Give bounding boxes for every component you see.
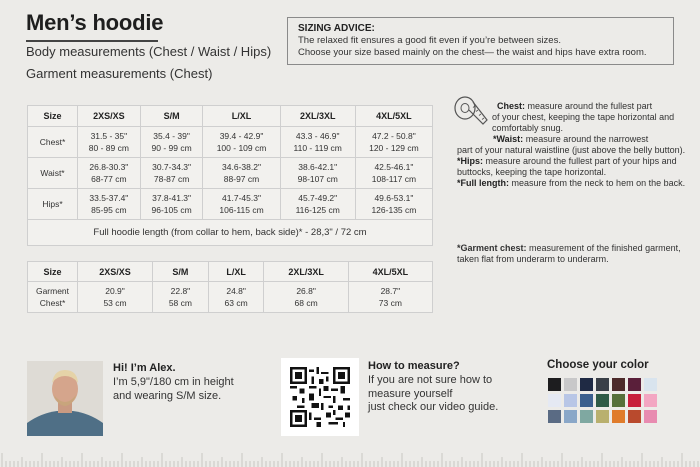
table-row-garment-chest — [28, 282, 433, 313]
color-swatch[interactable] — [580, 394, 593, 407]
table-cell: 31.5 - 35" 80 - 89 cm — [78, 127, 141, 158]
video-guide-qr-code[interactable] — [281, 358, 359, 436]
table-header-row — [28, 106, 433, 127]
size-header: 2XS/XS — [78, 262, 153, 282]
table-cell: 24.8" 63 cm — [208, 282, 264, 313]
table-cell: 45.7-49.2" 116-125 cm — [280, 189, 355, 220]
color-swatch[interactable] — [564, 378, 577, 391]
qr-code-icon — [290, 367, 350, 427]
color-swatch[interactable] — [628, 378, 641, 391]
color-swatch[interactable] — [596, 410, 609, 423]
color-swatch[interactable] — [548, 378, 561, 391]
size-header: 2XS/XS — [78, 106, 141, 127]
table-cell: 43.3 - 46.9" 110 - 119 cm — [280, 127, 355, 158]
size-header: S/M — [140, 106, 203, 127]
body-measurements-table — [27, 105, 433, 246]
model-height: I’m 5,9"/180 cm in height — [113, 376, 234, 388]
color-swatch-grid — [548, 378, 664, 423]
color-swatch[interactable] — [644, 394, 657, 407]
model-size: and wearing S/M size. — [113, 390, 222, 402]
color-swatch[interactable] — [596, 378, 609, 391]
color-swatch[interactable] — [628, 410, 641, 423]
model-photo — [27, 361, 103, 436]
row-label: Hips* — [28, 189, 78, 220]
sizing-advice-box — [287, 17, 674, 65]
color-swatch[interactable] — [564, 394, 577, 407]
table-cell: 41.7-45.3" 106-115 cm — [203, 189, 280, 220]
size-column-header: Size — [28, 262, 78, 282]
table-cell: 47.2 - 50.8" 120 - 129 cm — [355, 127, 432, 158]
table-header-row — [28, 262, 433, 282]
color-swatch[interactable] — [644, 378, 657, 391]
table-cell: 26.8-30.3" 68-77 cm — [78, 158, 141, 189]
color-swatch[interactable] — [548, 394, 561, 407]
table-cell: 38.6-42.1" 98-107 cm — [280, 158, 355, 189]
waist-instruction: *Waist: measure around the narrowest — [493, 134, 649, 144]
full-length-note: Full hoodie length (from collar to hem, back side)* - 28,3" / 72 cm — [28, 220, 433, 246]
measuring-instructions — [457, 101, 687, 189]
table-cell: 37.8-41.3" 96-105 cm — [140, 189, 203, 220]
table-cell: 34.6-38.2" 88-97 cm — [203, 158, 280, 189]
title-underline — [26, 40, 158, 42]
ruler-decoration — [0, 444, 700, 467]
garment-chest-instruction: *Garment chest: measurement of the finished garment, taken flat from underarm to underarm. — [457, 243, 681, 264]
size-header: 2XL/3XL — [280, 106, 355, 127]
color-picker-title: Choose your color — [547, 359, 649, 371]
page-title: Men’s hoodie — [26, 10, 164, 35]
table-cell: 22.8" 58 cm — [153, 282, 209, 313]
table-row-waist — [28, 158, 433, 189]
table-cell: 39.4 - 42.9" 100 - 109 cm — [203, 127, 280, 158]
how-to-measure-text: If you are not sure how to — [368, 374, 493, 386]
row-label: Garment Chest* — [28, 282, 78, 313]
size-header: 4XL/5XL — [355, 106, 432, 127]
color-swatch[interactable] — [644, 410, 657, 423]
table-cell: 26.8" 68 cm — [264, 282, 348, 313]
color-swatch[interactable] — [612, 410, 625, 423]
how-to-measure-text: just check our video guide. — [368, 401, 499, 413]
size-header: S/M — [153, 262, 209, 282]
how-to-measure-title: How to measure? — [368, 360, 460, 372]
size-header: 2XL/3XL — [264, 262, 348, 282]
color-swatch[interactable] — [628, 394, 641, 407]
color-swatch[interactable] — [564, 410, 577, 423]
how-to-measure-text: measure yourself — [368, 388, 453, 400]
sizing-advice-heading: SIZING ADVICE: — [298, 23, 375, 34]
table-cell: 35.4 - 39" 90 - 99 cm — [140, 127, 203, 158]
size-column-header: Size — [28, 106, 78, 127]
table-cell: 28.7" 73 cm — [348, 282, 432, 313]
model-greeting: Hi! I’m Alex. — [113, 362, 176, 374]
sizing-advice-line: Choose your size based mainly on the chest— the waist and hips have extra room. — [298, 46, 647, 58]
size-header: L/XL — [203, 106, 280, 127]
table-cell: 30.7-34.3" 78-87 cm — [140, 158, 203, 189]
color-swatch[interactable] — [580, 410, 593, 423]
chest-instruction: Chest: measure around the fullest part — [497, 101, 653, 111]
table-cell: 20.9" 53 cm — [78, 282, 153, 313]
table-row-chest — [28, 127, 433, 158]
color-swatch[interactable] — [580, 378, 593, 391]
table-cell: 33.5-37.4" 85-95 cm — [78, 189, 141, 220]
garment-measurements-table — [27, 261, 433, 313]
garment-measurements-heading: Garment measurements (Chest) — [26, 66, 213, 81]
table-row-hips — [28, 189, 433, 220]
length-instruction: *Full length: measure from the neck to hem on the back. — [457, 178, 686, 188]
size-header: L/XL — [208, 262, 264, 282]
color-swatch[interactable] — [612, 378, 625, 391]
waist-instruction-cont: part of your natural waistline (just above the belly button). — [457, 145, 686, 155]
size-header: 4XL/5XL — [348, 262, 432, 282]
table-row-full-length — [28, 220, 433, 246]
body-measurements-heading: Body measurements (Chest / Waist / Hips) — [26, 44, 272, 59]
hips-instruction: *Hips: measure around the fullest part of your hips and buttocks, keeping the tape horizontal. — [457, 156, 677, 177]
sizing-advice-line: The relaxed fit ensures a good fit even if you’re between sizes. — [298, 35, 561, 46]
row-label: Chest* — [28, 127, 78, 158]
color-swatch[interactable] — [548, 410, 561, 423]
color-swatch[interactable] — [612, 394, 625, 407]
table-cell: 42.5-46.1" 108-117 cm — [355, 158, 432, 189]
chest-instruction-cont: of your chest, keeping the tape horizontal and comfortably snug. — [492, 112, 675, 133]
row-label: Waist* — [28, 158, 78, 189]
table-cell: 49.6-53.1" 126-135 cm — [355, 189, 432, 220]
color-swatch[interactable] — [596, 394, 609, 407]
